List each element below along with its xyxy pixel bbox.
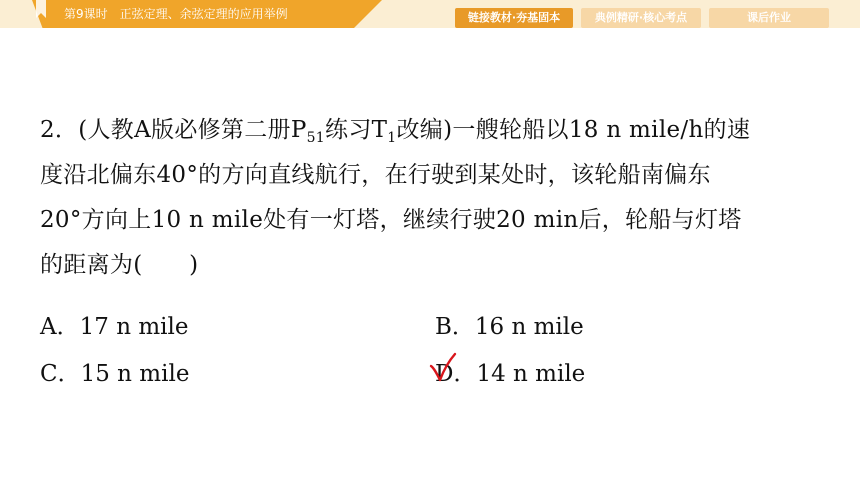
option-letter: C． xyxy=(40,361,81,387)
question-source: (人教A版必修第二册$P_{51}$练习$T_1$改编) xyxy=(78,117,453,146)
bookmark-icon xyxy=(36,0,46,18)
question-stem-part: 一艘轮船以18 n mile/h的速 xyxy=(452,117,751,143)
nav-link-homework[interactable]: 课后作业 xyxy=(709,8,829,28)
option-text: 16 n mile xyxy=(474,314,584,340)
option-text: 17 n mile xyxy=(79,314,189,340)
nav-link-key-examples[interactable]: 典例精研·核心考点 xyxy=(581,8,701,28)
question-line-2: 度沿北偏东40°的方向直线航行，在行驶到某处时，该轮船南偏东 xyxy=(40,162,711,188)
option-a[interactable] xyxy=(40,308,188,341)
question-line-3: 20°方向上10 n mile处有一灯塔，继续行驶20 min后，轮船与灯塔 xyxy=(40,207,742,233)
top-bar xyxy=(0,0,860,32)
lesson-title: 第9课时 正弦定理、余弦定理的应用举例 xyxy=(64,7,288,21)
option-text: 14 n mile xyxy=(476,361,586,387)
question-line-1 xyxy=(40,108,830,153)
option-letter: D． xyxy=(435,361,477,387)
check-mark-icon xyxy=(428,352,458,384)
option-text: 15 n mile xyxy=(80,361,190,387)
option-letter: B． xyxy=(435,314,475,340)
question-number: 2． xyxy=(40,117,79,143)
option-letter: A． xyxy=(40,314,80,340)
question-line-4: 的距离为( ) xyxy=(40,252,199,278)
nav-link-textbook-basics[interactable]: 链接教材·夯基固本 xyxy=(455,8,573,28)
option-b[interactable] xyxy=(435,308,584,341)
option-c[interactable] xyxy=(40,355,189,388)
question-text xyxy=(40,108,830,288)
